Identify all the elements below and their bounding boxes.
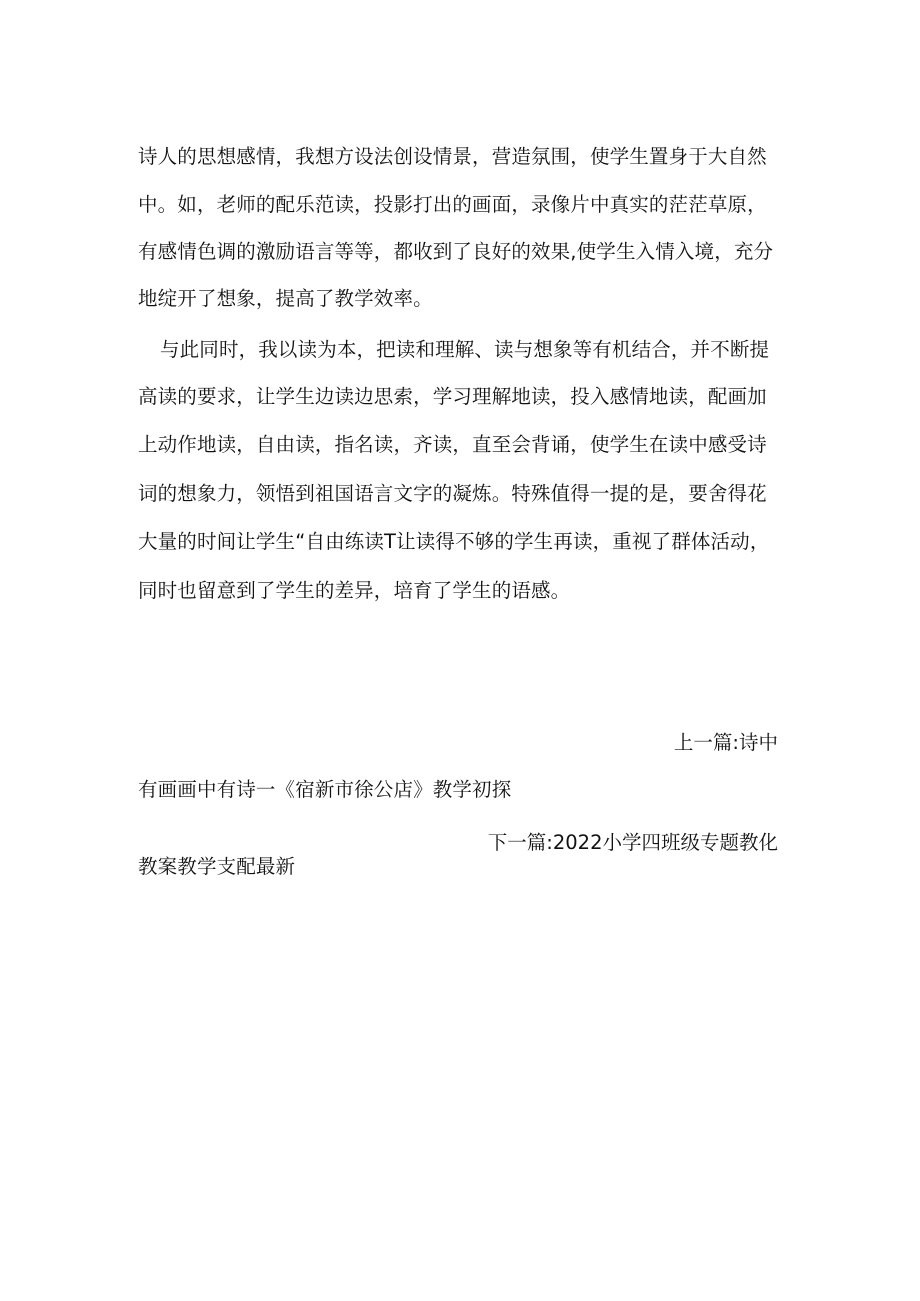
next-article-title[interactable]: 教案教学支配最新 — [138, 855, 296, 878]
paragraph-2-line-2: 高读的要求，让学生边读边思索，学习理解地读，投入感情地读，配画加 — [138, 385, 767, 408]
paragraph-1-line-1: 诗人的思想感情，我想方设法创设情景，营造氛围，使学生置身于大自然 — [138, 145, 767, 168]
paragraph-2-line-4: 词的想象力，领悟到祖国语言文字的凝炼。特殊值得一提的是，要舍得花 — [138, 482, 767, 505]
paragraph-2-line-5: 大量的时间让学生“自由练读T让读得不够的学生再读，重视了群体活动， — [138, 530, 770, 553]
paragraph-1-line-3: 有感情色调的激励语言等等，都收到了良好的效果,使学生入情入境，充分 — [138, 240, 774, 263]
paragraph-1-line-4: 地绽开了想象，提高了教学效率。 — [138, 287, 433, 310]
paragraph-2-line-6: 同时也留意到了学生的差异，培育了学生的语感。 — [138, 579, 571, 602]
paragraph-1-line-2: 中。如，老师的配乐范读，投影打出的画面，录像片中真实的茫茫草原， — [138, 193, 767, 216]
next-article-link[interactable]: 下一篇:2022小学四班级专题教化 — [487, 831, 778, 854]
paragraph-2-line-1: 与此同时，我以读为本，把读和理解、读与想象等有机结合，并不断提 — [160, 338, 770, 361]
paragraph-2-line-3: 上动作地读，自由读，指名读，齐读，直至会背诵，使学生在读中感受诗 — [138, 433, 767, 456]
previous-article-link[interactable]: 上一篇:诗中 — [673, 731, 778, 754]
previous-article-title[interactable]: 有画画中有诗一《宿新市徐公店》教学初探 — [138, 778, 512, 801]
